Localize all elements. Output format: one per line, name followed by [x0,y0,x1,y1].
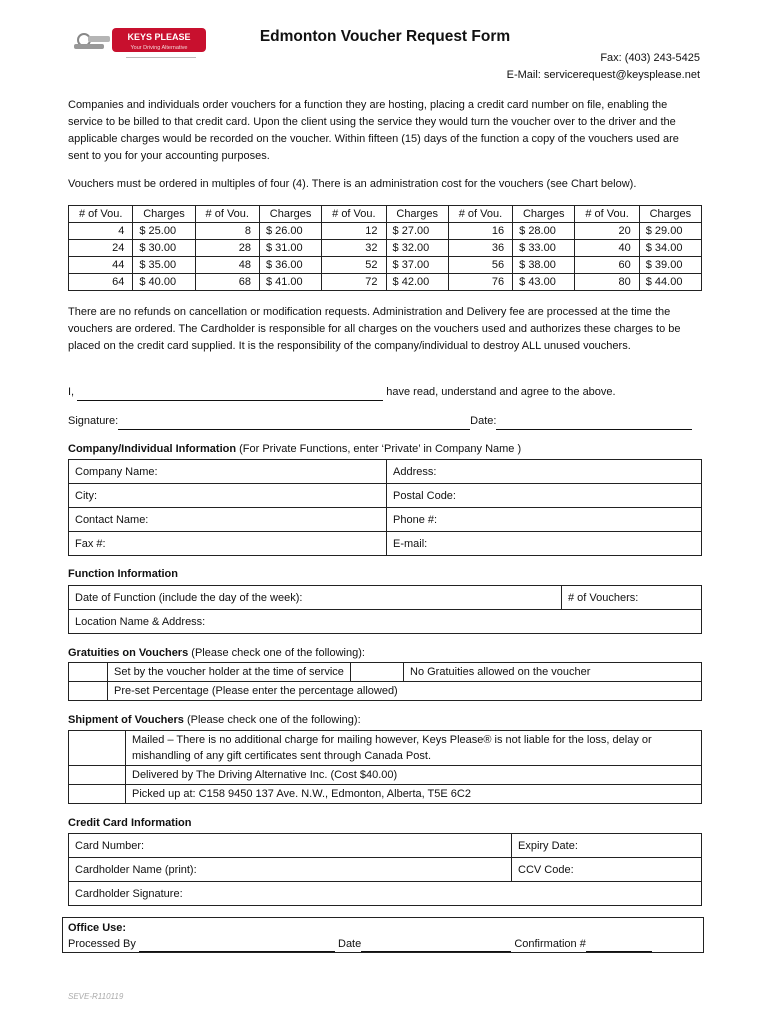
office-use-box [62,917,704,953]
city-field[interactable]: City: [69,484,387,508]
charge-cell: $ 35.00 [133,257,195,274]
form-title: Edmonton Voucher Request Form [259,28,511,45]
voucher-count-cell: 52 [322,257,386,274]
charge-cell: $ 32.00 [386,240,448,257]
gratuity-checkbox-2[interactable] [351,663,404,682]
ccv-code-field[interactable]: CCV Code: [512,858,702,882]
company-heading: Company/Individual Information (For Private Functions, enter ‘Private’ in Company Name ) [68,443,522,455]
credit-card-heading: Credit Card Information [68,817,192,829]
charge-cell: $ 25.00 [133,223,195,240]
gratuity-option-preset: Pre-set Percentage (Please enter the percentage allowed) [108,682,702,701]
charge-cell: $ 39.00 [639,257,701,274]
processed-by-field[interactable] [139,938,335,952]
voucher-count-cell: 24 [69,240,133,257]
voucher-count-cell: 64 [69,274,133,291]
chart-row [69,223,702,240]
fax-field[interactable]: Fax #: [69,532,387,556]
voucher-count-cell: 12 [322,223,386,240]
office-date-field[interactable] [361,938,511,952]
col-header-vouchers: # of Vou. [575,206,639,223]
col-header-vouchers: # of Vou. [69,206,133,223]
function-date-field[interactable]: Date of Function (include the day of the week): [69,586,562,610]
company-table [68,459,702,556]
col-header-charges: Charges [259,206,321,223]
charge-cell: $ 33.00 [513,240,575,257]
refund-policy: There are no refunds on cancellation or modification requests. Administration and Delivery fee are processed at the time the vouchers are ordered. The Cardholder is responsible for all charges on the vouchers used and authorizes these charges to be placed on the credit card supplied. It is the responsibility of the company/individual to destroy ALL unused vouchers. [68,306,681,352]
voucher-count-cell: 72 [322,274,386,291]
voucher-count-cell: 16 [448,223,512,240]
voucher-count-cell: 36 [448,240,512,257]
voucher-count-cell: 40 [575,240,639,257]
voucher-count-cell: 4 [69,223,133,240]
contact-info [507,50,700,84]
signature-field[interactable] [118,416,470,430]
charge-cell: $ 34.00 [639,240,701,257]
voucher-count-cell: 68 [195,274,259,291]
svg-text:Your Driving Alternative: Your Driving Alternative [130,45,188,51]
col-header-vouchers: # of Vou. [448,206,512,223]
charge-cell: $ 31.00 [259,240,321,257]
shipment-checkbox-delivered[interactable] [69,766,126,785]
shipment-option-pickup: Picked up at: C158 9450 137 Ave. N.W., Edmonton, Alberta, T5E 6C2 [126,785,702,804]
chart-row [69,240,702,257]
charge-cell: $ 28.00 [513,223,575,240]
voucher-count-field[interactable]: # of Vouchers: [562,586,702,610]
gratuities-table [68,662,702,701]
chart-row [69,274,702,291]
function-table [68,585,702,634]
charge-cell: $ 43.00 [513,274,575,291]
shipment-checkbox-mailed[interactable] [69,731,126,766]
agree-prefix: I, [68,386,75,398]
phone-field[interactable]: Phone #: [387,508,702,532]
confirmation-number-field[interactable] [586,938,652,952]
signature-date-field[interactable] [496,416,692,430]
gratuity-option-holder: Set by the voucher holder at the time of service [108,663,351,682]
charge-cell: $ 44.00 [639,274,701,291]
voucher-count-cell: 76 [448,274,512,291]
function-heading: Function Information [68,568,178,580]
postal-code-field[interactable]: Postal Code: [387,484,702,508]
charge-cell: $ 30.00 [133,240,195,257]
voucher-count-cell: 44 [69,257,133,274]
multiples-note: Vouchers must be ordered in multiples of four (4). There is an administration cost for the vouchers (see Chart below). [68,178,637,190]
charge-cell: $ 42.00 [386,274,448,291]
form-code: SEVE-R110119 [68,992,124,1001]
voucher-count-cell: 28 [195,240,259,257]
voucher-charges-table [68,205,702,291]
charge-cell: $ 37.00 [386,257,448,274]
charge-cell: $ 26.00 [259,223,321,240]
voucher-count-cell: 48 [195,257,259,274]
charge-cell: $ 38.00 [513,257,575,274]
credit-card-table [68,833,702,906]
voucher-count-cell: 32 [322,240,386,257]
col-header-charges: Charges [513,206,575,223]
cardholder-name-field[interactable]: Cardholder Name (print): [69,858,512,882]
charge-cell: $ 27.00 [386,223,448,240]
voucher-count-cell: 56 [448,257,512,274]
signature-line [68,413,702,430]
voucher-count-cell: 80 [575,274,639,291]
fax-number: Fax: (403) 243-5425 [600,52,700,64]
shipment-heading: Shipment of Vouchers (Please check one of the following): [68,714,361,726]
location-field[interactable]: Location Name & Address: [69,610,702,634]
voucher-count-cell: 60 [575,257,639,274]
gratuity-option-none: No Gratuities allowed on the voucher [404,663,702,682]
agreement-line [68,384,702,401]
email-address: E-Mail: servicerequest@keysplease.net [506,69,700,81]
email-field[interactable]: E-mail: [387,532,702,556]
gratuity-checkbox-1[interactable] [69,663,108,682]
shipment-option-delivered: Delivered by The Driving Alternative Inc. (Cost $40.00) [126,766,702,785]
date-label: Date: [470,415,497,427]
contact-name-field[interactable]: Contact Name: [69,508,387,532]
voucher-count-cell: 8 [195,223,259,240]
shipment-checkbox-pickup[interactable] [69,785,126,804]
signature-label: Signature: [68,415,119,427]
office-use-line: Processed By Date Confirmation # [68,936,698,952]
charge-cell: $ 36.00 [259,257,321,274]
office-use-heading: Office Use: [68,922,127,934]
cardholder-signature-field[interactable]: Cardholder Signature: [69,882,702,906]
charge-cell: $ 29.00 [639,223,701,240]
charge-cell: $ 41.00 [259,274,321,291]
agree-name-field[interactable] [77,387,383,401]
col-header-vouchers: # of Vou. [322,206,386,223]
expiry-date-field[interactable]: Expiry Date: [512,834,702,858]
charge-cell: $ 40.00 [133,274,195,291]
gratuities-heading: Gratuities on Vouchers (Please check one of the following): [68,647,365,659]
shipment-option-mailed: Mailed – There is no additional charge for mailing however, Keys Please® is not liable for the loss, delay or mishandling of any gift certificates sent through Canada Post. [126,731,702,766]
intro-paragraph: Companies and individuals order vouchers for a function they are hosting, placing a credit card number on file, enabling the service to be billed to that credit card. Upon the client using the service they would turn the voucher over to the driver and the applicable charges would be recorded on the voucher. Within fifteen (15) days of the function a copy of the vouchers used are sent to you for your accounting purposes. [68,99,679,162]
col-header-charges: Charges [639,206,701,223]
chart-row [69,257,702,274]
address-field[interactable]: Address: [387,460,702,484]
shipment-table [68,730,702,804]
company-name-field[interactable]: Company Name: [69,460,387,484]
voucher-count-cell: 20 [575,223,639,240]
agree-suffix: have read, understand and agree to the above. [386,386,616,398]
col-header-charges: Charges [386,206,448,223]
gratuity-checkbox-3[interactable] [69,682,108,701]
chart-header-row [69,206,702,223]
col-header-vouchers: # of Vou. [195,206,259,223]
col-header-charges: Charges [133,206,195,223]
svg-text:KEYS PLEASE: KEYS PLEASE [127,32,191,42]
card-number-field[interactable]: Card Number: [69,834,512,858]
